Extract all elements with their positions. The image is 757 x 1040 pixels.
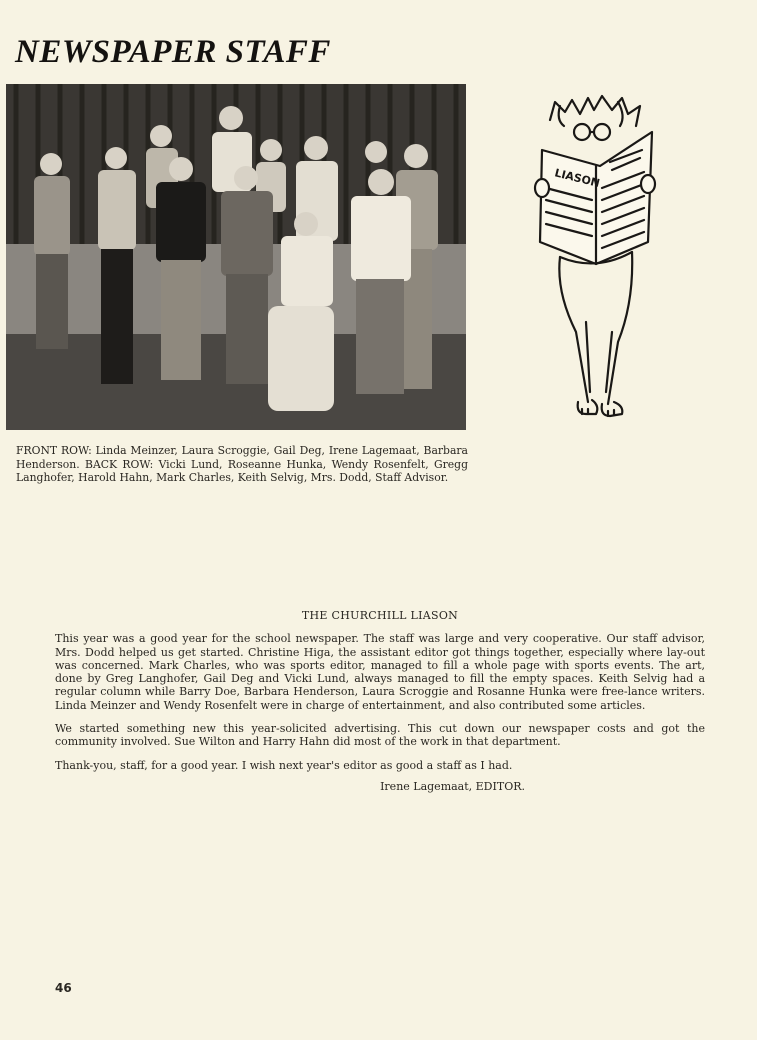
hair [550,96,640,126]
right-leg [608,252,632,404]
staff-photo [6,84,466,430]
article-paragraph: This year was a good year for the school newspaper. The staff was large and very cooperative. Our staff advisor, Mrs. Dodd helped us get started. Christine Higa, the assistant editor got things together, especially where lay-out was concerned. Mark Charles, who was sports editor, managed to fill a whole page with sports events. The art, done by Greg Langhofer, Gail Deg and Vicki Lund, always managed to fill the empty spaces. Keith Selvig had a regular column while Barry Doe, Barbara Henderson, Laura Scroggie and Rosanne Hunka were free-lance writers. Linda Meinzer and Wendy Rosenfelt were in charge of entertainment, and also contributed some articles. [55,632,705,712]
article-heading: THE CHURCHILL LIASON [301,609,459,622]
article [55,609,705,803]
page-title: NEWSPAPER STAFF [15,34,331,70]
left-leg [559,257,588,402]
glasses-left [574,124,590,140]
article-paragraph: Thank-you, staff, for a good year. I wish next year's editor as good a staff as I had. [55,758,513,772]
article-paragraph: We started something new this year-solicited advertising. This cut down our newspaper costs and got the community involved. Sue Wilton and Harry Hahn did most of the work in that department. [55,722,705,749]
glasses-right [594,124,610,140]
photo-caption: FRONT ROW: Linda Meinzer, Laura Scroggie, Gail Deg, Irene Lagemaat, Barbara Henderson. BACK ROW: Vicki Lund, Roseanne Hunka, Wendy Rosenfelt, Gregg Langhofer, Harold Hahn, Mark Charles, Keith Selvig, Mrs. Dodd, Staff Advisor. [16,444,468,484]
newspaper-masthead: LIASON [553,166,602,191]
newspaper-reader-cartoon [530,92,660,422]
editor-signature: Irene Lagemaat, EDITOR. [380,779,525,793]
page-number: 46 [55,981,72,995]
